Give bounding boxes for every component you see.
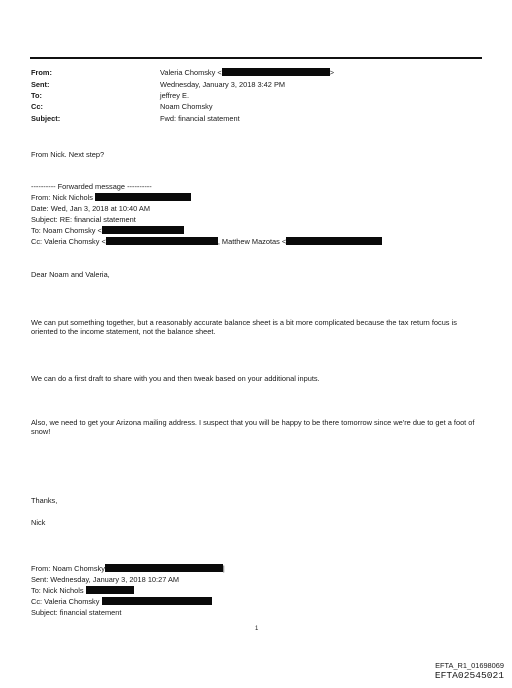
body-paragraph-2: We can do a first draft to share with you and then tweak based on your additional inputs.	[31, 374, 320, 383]
from-value	[160, 68, 334, 77]
redaction-box	[106, 237, 218, 245]
to-value: jeffrey E.	[160, 91, 190, 100]
redaction-box	[286, 237, 382, 245]
forwarded-to-text: To: Noam Chomsky <	[31, 226, 102, 235]
forwarded-from-text: From: Nick Nichols	[31, 193, 94, 202]
from-name: Valeria Chomsky <	[160, 68, 222, 77]
forwarded-to	[31, 226, 184, 235]
redaction-box	[86, 586, 134, 594]
from-label: From:	[31, 68, 52, 77]
greeting: Dear Noam and Valeria,	[31, 270, 110, 279]
subject-label: Subject:	[31, 114, 61, 123]
forwarded-cc	[31, 237, 382, 246]
redaction-box	[105, 564, 223, 572]
from-suffix: >	[329, 68, 335, 77]
quoted-to	[31, 586, 134, 595]
quoted-from-text: From: Noam Chomsky	[31, 564, 105, 573]
cc-value: Noam Chomsky	[160, 102, 213, 111]
sent-label: Sent:	[31, 80, 50, 89]
forwarded-cc-text: Cc: Valeria Chomsky <	[31, 237, 106, 246]
redaction-box	[95, 193, 191, 201]
quoted-cc	[31, 597, 212, 606]
bates-id-1: EFTA_R1_01698069	[435, 661, 504, 670]
page-number: 1	[255, 626, 259, 632]
to-label: To:	[31, 91, 42, 100]
forwarded-from	[31, 193, 191, 202]
quoted-cc-text: Cc: Valeria Chomsky	[31, 597, 100, 606]
cc-label: Cc:	[31, 102, 43, 111]
bates-id-2: EFTA02545021	[434, 670, 504, 681]
redaction-box	[102, 597, 212, 605]
forwarded-marker: ---------- Forwarded message ----------	[31, 182, 152, 191]
quoted-to-text: To: Nick Nichols	[31, 586, 84, 595]
signature: Nick	[31, 518, 46, 527]
redaction-box	[102, 226, 184, 234]
redaction-box	[222, 68, 330, 76]
quoted-sent: Sent: Wednesday, January 3, 2018 10:27 AM	[31, 575, 180, 584]
body-paragraph-1: We can put something together, but a reasonably accurate balance sheet is a bit more complicated because the tax return focus is oriented to the income statement, not the balance sheet.	[31, 318, 457, 337]
subject-value: Fwd: financial statement	[160, 114, 240, 123]
forwarded-cc-mid: , Matthew Mazotas <	[217, 237, 287, 246]
sent-value: Wednesday, January 3, 2018 3:42 PM	[160, 80, 286, 89]
closing: Thanks,	[31, 496, 58, 505]
quoted-subject: Subject: financial statement	[31, 608, 122, 617]
intro-text: From Nick. Next step?	[31, 150, 105, 159]
quoted-from: From: Noam Chomsky |	[31, 564, 225, 573]
forwarded-subject: Subject: RE: financial statement	[31, 215, 136, 224]
forwarded-date: Date: Wed, Jan 3, 2018 at 10:40 AM	[31, 204, 151, 213]
body-paragraph-3: Also, we need to get your Arizona mailing address. I suspect that you will be happy to be there tomorrow since we're due to get a foot of snow!	[31, 418, 475, 437]
header-rule	[30, 57, 482, 59]
